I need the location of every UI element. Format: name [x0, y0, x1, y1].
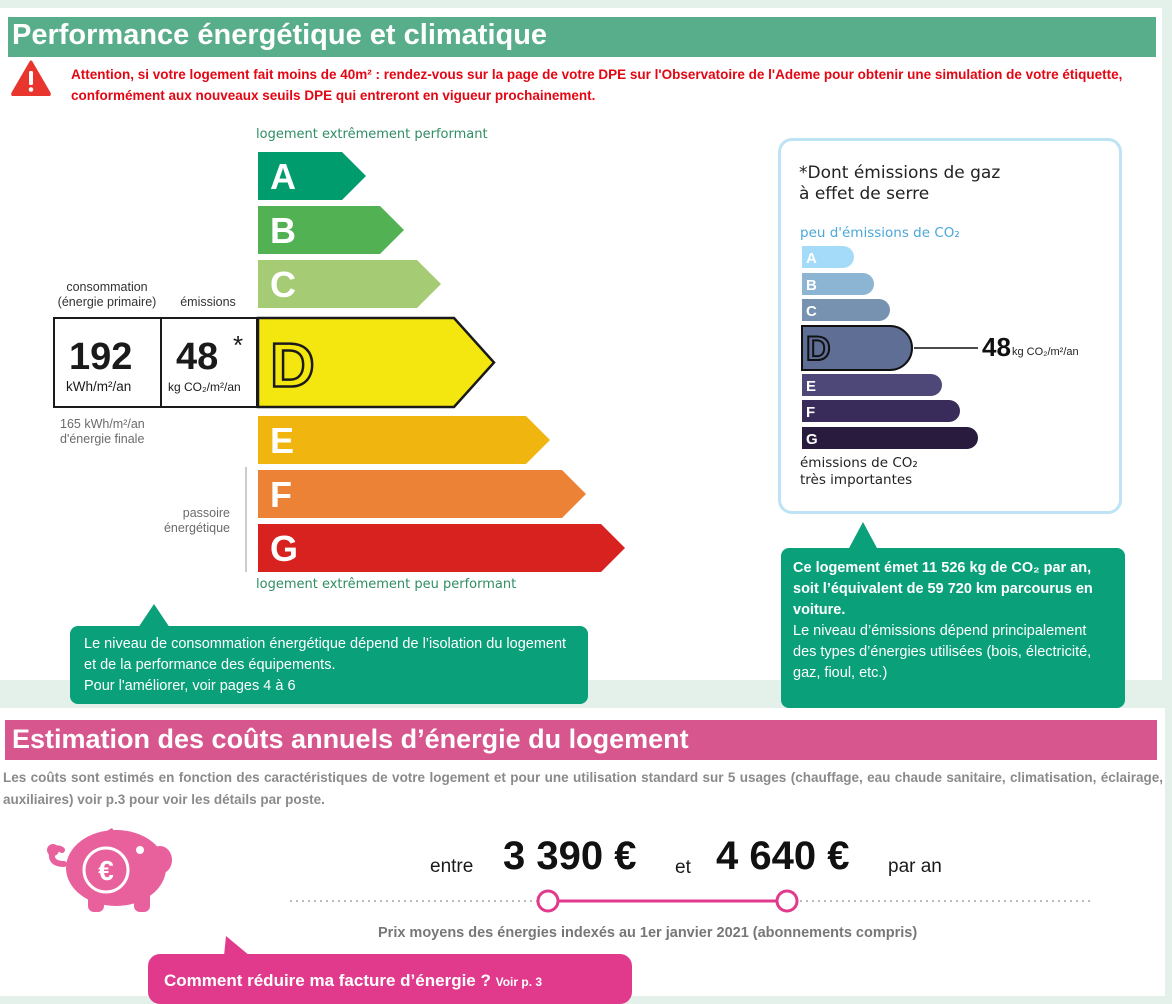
- energy-class-letter-e: E: [270, 420, 295, 461]
- emissions-value: 48: [176, 336, 219, 378]
- energy-class-letter-a: A: [270, 156, 296, 197]
- reduce-bill-cta-text[interactable]: [164, 971, 542, 991]
- cost-per-year: par an: [888, 856, 942, 877]
- co2-class-letter-c: C: [806, 303, 817, 320]
- cost-description: Les coûts sont estimés en fonction des caractéristiques de votre logement et pour une utilisation standard sur 5 usages (chauffage, eau chaude sanitaire, climatisation, éclairage, auxiliaires) voir p.3 pour voir les détails par poste.: [3, 770, 1163, 807]
- co2-low-label: peu d'émissions de CO₂: [800, 225, 960, 241]
- range-max-marker: [777, 891, 797, 911]
- co2-value: 48: [982, 332, 1011, 362]
- cta-main-text: Comment réduire ma facture d’énergie ?: [164, 971, 491, 990]
- cost-between-word: entre: [430, 856, 474, 877]
- scale-bottom-label: logement extrêmement peu performant: [256, 577, 517, 592]
- svg-text:€: €: [98, 855, 114, 886]
- scale-top-label: logement extrêmement performant: [256, 127, 488, 142]
- energy-class-letter-c: C: [270, 264, 296, 305]
- cost-max-amount: 4 640 €: [716, 834, 850, 878]
- passoire-label: passoire énergétique: [163, 506, 230, 535]
- co2-class-letter-a: A: [806, 250, 817, 267]
- energy-class-letter-d: D: [270, 331, 315, 401]
- cta-bubble-tail: [224, 936, 250, 956]
- co2-unit: kg CO₂/m²/an: [1012, 346, 1079, 358]
- energy-class-letter-b: B: [270, 210, 296, 251]
- co2-title: *Dont émissions de gaz à effet de serre: [799, 163, 1001, 204]
- energy-title: Performance énergétique et climatique: [12, 19, 548, 51]
- co2-class-letter-g: G: [806, 431, 818, 448]
- cost-title: Estimation des coûts annuels d’énergie du logement: [12, 724, 689, 754]
- emissions-header: émissions: [180, 295, 236, 309]
- final-energy-note: 165 kWh/m²/an d'énergie finale: [60, 417, 145, 446]
- cta-page-ref: Voir p. 3: [495, 975, 543, 989]
- cost-min-amount: 3 390 €: [503, 834, 637, 878]
- co2-class-letter-f: F: [806, 404, 816, 421]
- emissions-unit: kg CO₂/m²/an: [168, 380, 241, 394]
- co2-bubble-bold: Ce logement émet 11 526 kg de CO₂ par an, soit l’équivalent de 59 720 km parcourus en voiture.: [793, 560, 1093, 618]
- co2-bubble-text: Le niveau d’émissions dépend principalement des types d’énergies utilisées (bois, électricité, gaz, fioul, etc.): [793, 623, 1092, 681]
- co2-class-letter-e: E: [806, 378, 817, 395]
- price-note: Prix moyens des énergies indexés au 1er janvier 2021 (abonnements compris): [378, 925, 918, 941]
- consumption-header: consommation (énergie primaire): [57, 280, 157, 309]
- consumption-value: 192: [69, 336, 133, 378]
- co2-high-label: émissions de CO₂ très importantes: [800, 455, 918, 488]
- consumption-unit: kWh/m²/an: [66, 379, 132, 394]
- consumption-info-bubble: Le niveau de consommation énergétique dépend de l’isolation du logement et de la performance des équipements. Pour l'améliorer, voir pages 4 à 6: [70, 626, 588, 704]
- energy-class-letter-f: F: [270, 474, 292, 515]
- warning-text: Attention, si votre logement fait moins de 40m² : rendez-vous sur la page de votre DPE sur l'Observatoire de l'Ademe pour obtenir une simulation de votre étiquette, conformément aux nouveaux seuils DPE qui entreront en vigueur prochainement.: [71, 67, 1123, 103]
- emissions-star: *: [233, 330, 244, 360]
- cost-and-word: et: [675, 857, 691, 878]
- co2-class-letter-d: D: [806, 330, 831, 368]
- energy-class-letter-g: G: [270, 528, 299, 569]
- co2-class-letter-b: B: [806, 277, 817, 294]
- range-min-marker: [538, 891, 558, 911]
